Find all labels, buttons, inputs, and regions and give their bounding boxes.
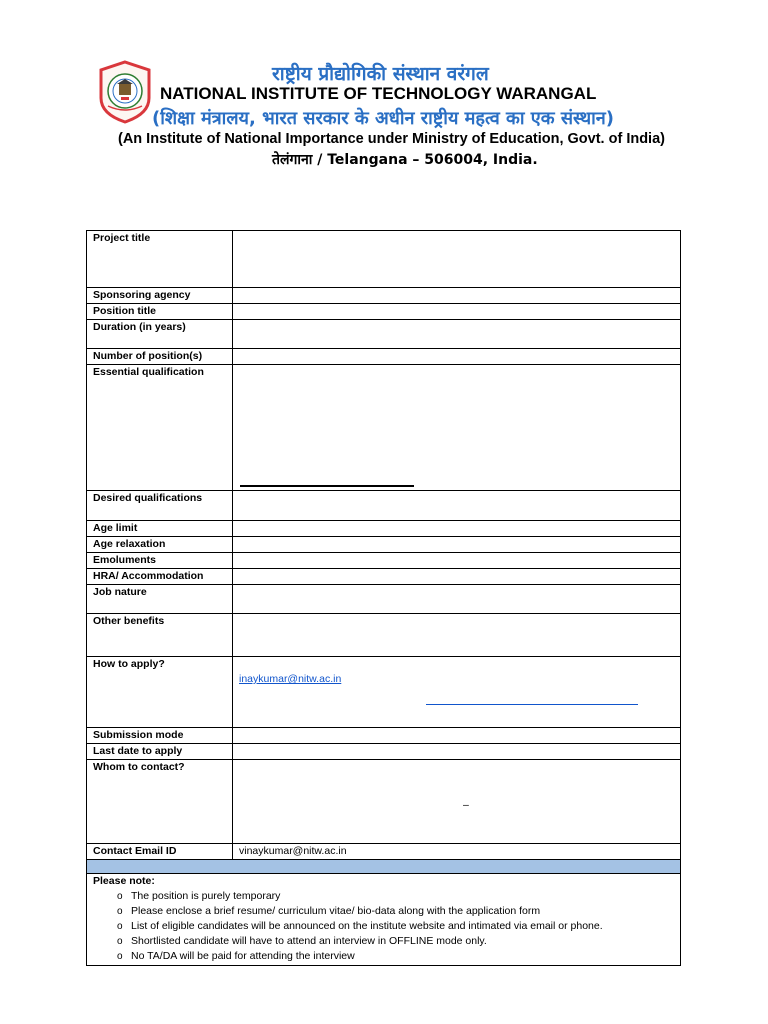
institute-name-hindi: राष्ट्रीय प्रौद्योगिकी संस्थान वरंगल xyxy=(272,63,489,85)
field-value xyxy=(233,553,681,569)
table-row xyxy=(87,744,681,760)
field-value xyxy=(233,728,681,744)
field-label: Contact Email ID xyxy=(87,844,233,860)
field-label: Emoluments xyxy=(87,553,233,569)
link-underline-rule xyxy=(426,704,638,705)
list-item: o List of eligible candidates will be announced on the institute website and intimated via email or phone. xyxy=(131,919,674,934)
ministry-line-hindi: (शिक्षा मंत्रालय, भारत सरकार के अधीन राष्ट्रीय महत्व का एक संस्थान) xyxy=(152,108,615,129)
institute-subtitle: (An Institute of National Importance under Ministry of Education, Govt. of India) xyxy=(118,131,665,147)
field-value xyxy=(233,320,681,349)
section-divider-band xyxy=(87,860,681,874)
field-value xyxy=(233,491,681,521)
apply-email-link[interactable]: inaykumar@nitw.ac.in xyxy=(239,673,342,685)
field-label: Other benefits xyxy=(87,614,233,657)
position-details-table xyxy=(86,230,681,966)
table-row xyxy=(87,231,681,288)
notes-title: Please note: xyxy=(93,875,155,887)
table-row xyxy=(87,728,681,744)
table-row xyxy=(87,320,681,349)
field-value xyxy=(233,365,681,491)
table-row xyxy=(87,657,681,728)
contact-email-value: vinaykumar@nitw.ac.in xyxy=(233,844,681,860)
table-row xyxy=(87,491,681,521)
list-item: o No TA/DA will be paid for attending the interview xyxy=(131,949,674,964)
nitw-emblem-icon xyxy=(96,60,154,124)
field-label: Project title xyxy=(87,231,233,288)
field-label: Sponsoring agency xyxy=(87,288,233,304)
field-label: Job nature xyxy=(87,585,233,614)
table-row xyxy=(87,365,681,491)
field-label: Essential qualification xyxy=(87,365,233,491)
field-label: HRA/ Accommodation xyxy=(87,569,233,585)
field-label: Last date to apply xyxy=(87,744,233,760)
field-value xyxy=(233,569,681,585)
field-value xyxy=(233,760,681,844)
field-value xyxy=(233,614,681,657)
field-label: Position title xyxy=(87,304,233,320)
table-row xyxy=(87,537,681,553)
table-row xyxy=(87,844,681,860)
list-item: o Please enclose a brief resume/ curriculum vitae/ bio-data along with the application form xyxy=(131,904,674,919)
field-value xyxy=(233,657,681,728)
notes-list xyxy=(93,889,674,964)
field-label: Age limit xyxy=(87,521,233,537)
field-label: Desired qualifications xyxy=(87,491,233,521)
field-label: How to apply? xyxy=(87,657,233,728)
field-label: Submission mode xyxy=(87,728,233,744)
field-label: Whom to contact? xyxy=(87,760,233,844)
field-label: Age relaxation xyxy=(87,537,233,553)
list-item: o The position is purely temporary xyxy=(131,889,674,904)
field-value xyxy=(233,521,681,537)
list-item: o Shortlisted candidate will have to attend an interview in OFFLINE mode only. xyxy=(131,934,674,949)
table-row xyxy=(87,760,681,844)
table-row xyxy=(87,553,681,569)
table-row xyxy=(87,614,681,657)
contact-dash: – xyxy=(463,799,469,811)
field-value xyxy=(233,537,681,553)
table-row xyxy=(87,569,681,585)
table-row xyxy=(87,288,681,304)
field-value xyxy=(233,585,681,614)
notes-row xyxy=(87,874,681,966)
underline-rule xyxy=(240,485,414,487)
field-value xyxy=(233,744,681,760)
table-row xyxy=(87,304,681,320)
field-value xyxy=(233,349,681,365)
field-value xyxy=(233,288,681,304)
field-label: Duration (in years) xyxy=(87,320,233,349)
field-label: Number of position(s) xyxy=(87,349,233,365)
field-value xyxy=(233,304,681,320)
table-row xyxy=(87,349,681,365)
table-row xyxy=(87,585,681,614)
institute-name-english: NATIONAL INSTITUTE OF TECHNOLOGY WARANGAL xyxy=(160,84,597,103)
table-row xyxy=(87,521,681,537)
field-value xyxy=(233,231,681,288)
institute-address: तेलंगाना / Telangana – 506004, India. xyxy=(272,152,538,168)
